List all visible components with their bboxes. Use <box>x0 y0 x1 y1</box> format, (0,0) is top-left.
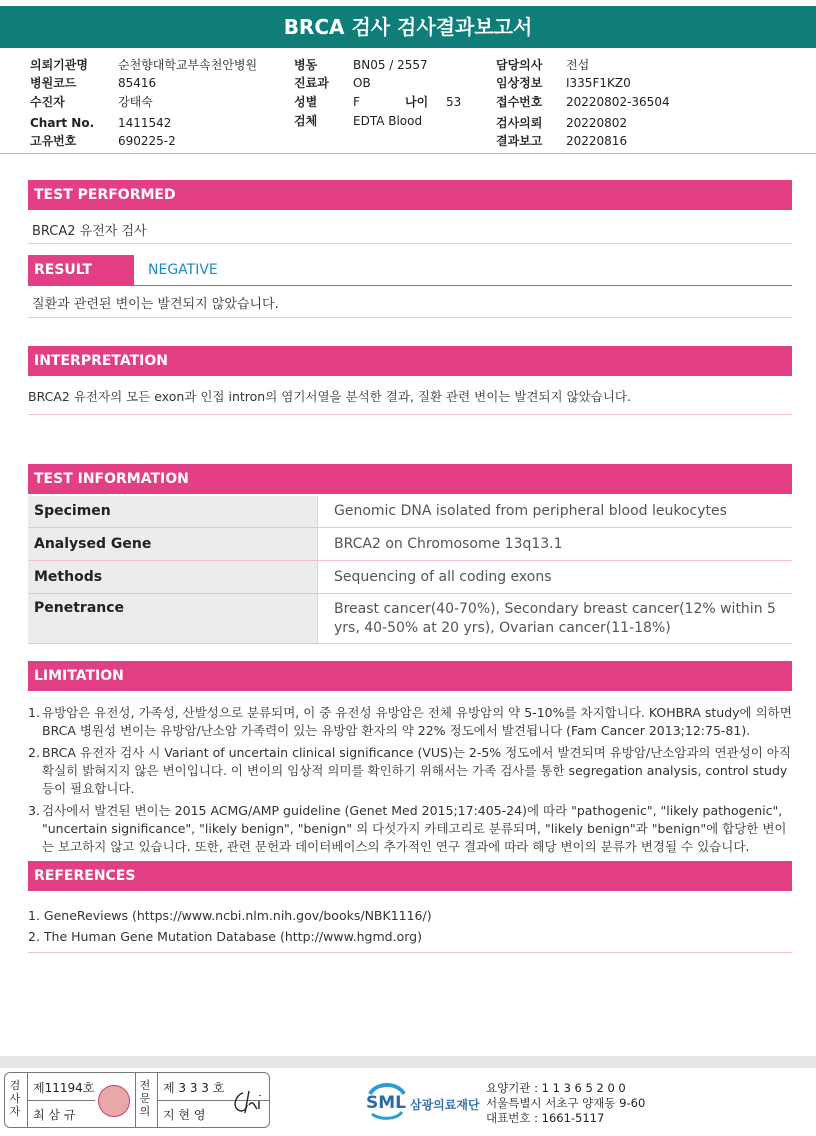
list-item-number: 2. <box>28 929 40 944</box>
row-value-penetrance: Breast cancer(40-70%), Secondary breast cancer(12% within 5 yrs, 40-50% at 20 yrs), Ovarian cancer(11-18%) <box>318 594 793 644</box>
label-age: 나이 <box>405 95 429 109</box>
org-logo-text: SML <box>366 1093 406 1113</box>
list-item-number: 1. <box>28 908 40 923</box>
divider <box>27 1100 95 1101</box>
label-ward: 병동 <box>294 58 318 72</box>
list-item <box>28 926 792 947</box>
reference-link[interactable]: The Human Gene Mutation Database (http://www.hgmd.org) <box>43 929 422 944</box>
org-institution-code: 요양기관 : 1 1 3 6 5 2 0 0 <box>486 1081 626 1095</box>
seal-stamp-icon <box>98 1085 130 1117</box>
test-information-table <box>28 496 792 644</box>
result-value: NEGATIVE <box>148 262 218 278</box>
signer1-name: 최 삼 규 <box>33 1108 76 1122</box>
divider <box>28 952 792 953</box>
list-item <box>28 744 792 798</box>
table-row <box>28 528 792 561</box>
header-row-4 <box>0 114 816 132</box>
limitation-list <box>28 704 792 860</box>
list-item <box>28 704 792 740</box>
signer-role-vertical <box>8 1079 22 1118</box>
value-chart-no: 1411542 <box>118 116 172 130</box>
value-unique-id: 690225-2 <box>118 134 176 148</box>
signer2-license-no: 제 3 3 3 호 <box>163 1081 225 1095</box>
vertical-char: 검 <box>9 1079 21 1092</box>
value-department: OB <box>353 76 371 90</box>
header-divider <box>0 153 816 154</box>
row-value-analysed-gene: BRCA2 on Chromosome 13q13.1 <box>318 528 793 561</box>
label-referring-institution: 의뢰기관명 <box>30 58 88 72</box>
list-item-text: 검사에서 발견된 변이는 2015 ACMG/AMP guideline (Genet Med 2015;17:405-24)에 따라 "pathogenic", "likely pathogenic", "uncertain significance", "likely benign", "benign" 의 다섯가지 카테고리로 분류되며, "likely benign"과 "benign"에 합당한 변이는 보고하지 않고 있습니다. 또한, 관련 문헌과 데이터베이스의 추가적인 연구 결과에 따라 해당 변이의 분류가 변경될 수 있습니다. <box>42 803 787 854</box>
table-row <box>28 594 792 644</box>
divider <box>135 1073 136 1127</box>
table-row <box>28 561 792 594</box>
value-clinical-info: I335F1KZ0 <box>566 76 631 90</box>
header-row-2 <box>0 74 816 92</box>
org-phone: 대표번호 : 1661-5117 <box>486 1111 605 1125</box>
row-key-methods: Methods <box>28 561 318 594</box>
label-sex: 성별 <box>294 95 318 109</box>
row-value-specimen: Genomic DNA isolated from peripheral blood leukocytes <box>318 496 793 528</box>
value-physician: 전섭 <box>566 58 590 72</box>
value-hospital-code: 85416 <box>118 76 157 90</box>
label-chart-no: Chart No. <box>30 116 95 130</box>
signer1-license-no: 제11194호 <box>33 1081 95 1095</box>
signer2-name: 지 현 영 <box>163 1108 206 1122</box>
label-clinical-info: 임상정보 <box>496 76 543 90</box>
result-label: RESULT <box>28 255 134 285</box>
row-key-penetrance: Penetrance <box>28 594 318 644</box>
org-name: 삼광의료재단 <box>410 1098 480 1112</box>
list-item-number: 1. <box>28 705 40 720</box>
vertical-char: 사 <box>9 1092 21 1105</box>
section-references: REFERENCES <box>28 861 792 891</box>
row-key-specimen: Specimen <box>28 496 318 528</box>
signer-role-vertical <box>138 1079 152 1118</box>
list-item-number: 2. <box>28 745 40 760</box>
table-row <box>28 496 792 528</box>
value-patient: 강태숙 <box>118 95 153 109</box>
value-specimen: EDTA Blood <box>353 114 423 128</box>
value-ward: BN05 / 2557 <box>353 58 428 72</box>
result-note: 질환과 관련된 변이는 발견되지 않았습니다. <box>32 297 279 312</box>
org-address: 서울특별시 서초구 양재동 9-60 <box>486 1096 646 1110</box>
label-accession-number: 접수번호 <box>496 95 543 109</box>
list-item-number: 3. <box>28 803 40 818</box>
vertical-char: 의 <box>139 1105 151 1118</box>
divider <box>28 414 792 415</box>
row-key-analysed-gene: Analysed Gene <box>28 528 318 561</box>
header-row-5 <box>0 132 816 150</box>
value-request-date: 20220802 <box>566 116 628 130</box>
reference-link[interactable]: GeneReviews (https://www.ncbi.nlm.nih.gov/books/NBK1116/) <box>43 908 432 923</box>
label-unique-id: 고유번호 <box>30 134 77 148</box>
label-physician: 담당의사 <box>496 58 543 72</box>
result-underline <box>28 285 792 286</box>
list-item <box>28 802 792 856</box>
label-department: 진료과 <box>294 76 329 90</box>
section-interpretation: INTERPRETATION <box>28 346 792 376</box>
label-hospital-code: 병원코드 <box>30 76 77 90</box>
test-performed-value: BRCA2 유전자 검사 <box>32 224 147 239</box>
label-report-date: 결과보고 <box>496 134 543 148</box>
row-value-methods: Sequencing of all coding exons <box>318 561 793 594</box>
footer-bar <box>0 1056 816 1068</box>
report-title: BRCA 검사 검사결과보고서 <box>0 6 816 48</box>
value-sex: F <box>353 95 360 109</box>
references-list <box>28 905 792 947</box>
header-row-1 <box>0 56 816 74</box>
signature-box <box>4 1072 270 1128</box>
value-age: 53 <box>446 95 462 109</box>
list-item <box>28 905 792 926</box>
header-row-3 <box>0 93 816 111</box>
divider <box>28 317 792 318</box>
vertical-char: 전 <box>139 1079 151 1092</box>
divider <box>28 243 792 244</box>
label-specimen: 검체 <box>294 114 318 128</box>
vertical-char: 문 <box>139 1092 151 1105</box>
list-item-text: 유방암은 유전성, 가족성, 산발성으로 분류되며, 이 중 유전성 유방암은 전체 유방암의 약 5-10%를 차지합니다. KOHBRA study에 의하면 BRCA 병원성 변이는 유방암/난소암 가족력이 있는 유방암 환자의 약 22% 정도에서 발견됩니다 (Fam Cancer 2013;12:75-81). <box>42 705 792 738</box>
value-accession-number: 20220802-36504 <box>566 95 670 109</box>
label-patient: 수진자 <box>30 95 65 109</box>
list-item-text: BRCA 유전자 검사 시 Variant of uncertain clinical significance (VUS)는 2-5% 정도에서 발견되며 유방암/난소암과의 연관성이 아직 확실히 밝혀지지 않은 변이입니다. 이 변이의 임상적 의미를 확인하기 위해서는 가족 검사를 통한 segregation analysis, control study 등이 필요합니다. <box>42 745 791 796</box>
section-limitation: LIMITATION <box>28 661 792 691</box>
vertical-char: 자 <box>9 1105 21 1118</box>
interpretation-text: BRCA2 유전자의 모든 exon과 인접 intron의 염기서열을 분석한 결과, 질환 관련 변이는 발견되지 않았습니다. <box>28 389 631 404</box>
handwritten-signature-icon <box>229 1087 265 1117</box>
section-test-performed: TEST PERFORMED <box>28 180 792 210</box>
value-referring-institution: 순천향대학교부속천안병원 <box>118 58 258 72</box>
section-test-information: TEST INFORMATION <box>28 464 792 494</box>
label-request-date: 검사의뢰 <box>496 116 543 130</box>
value-report-date: 20220816 <box>566 134 628 148</box>
